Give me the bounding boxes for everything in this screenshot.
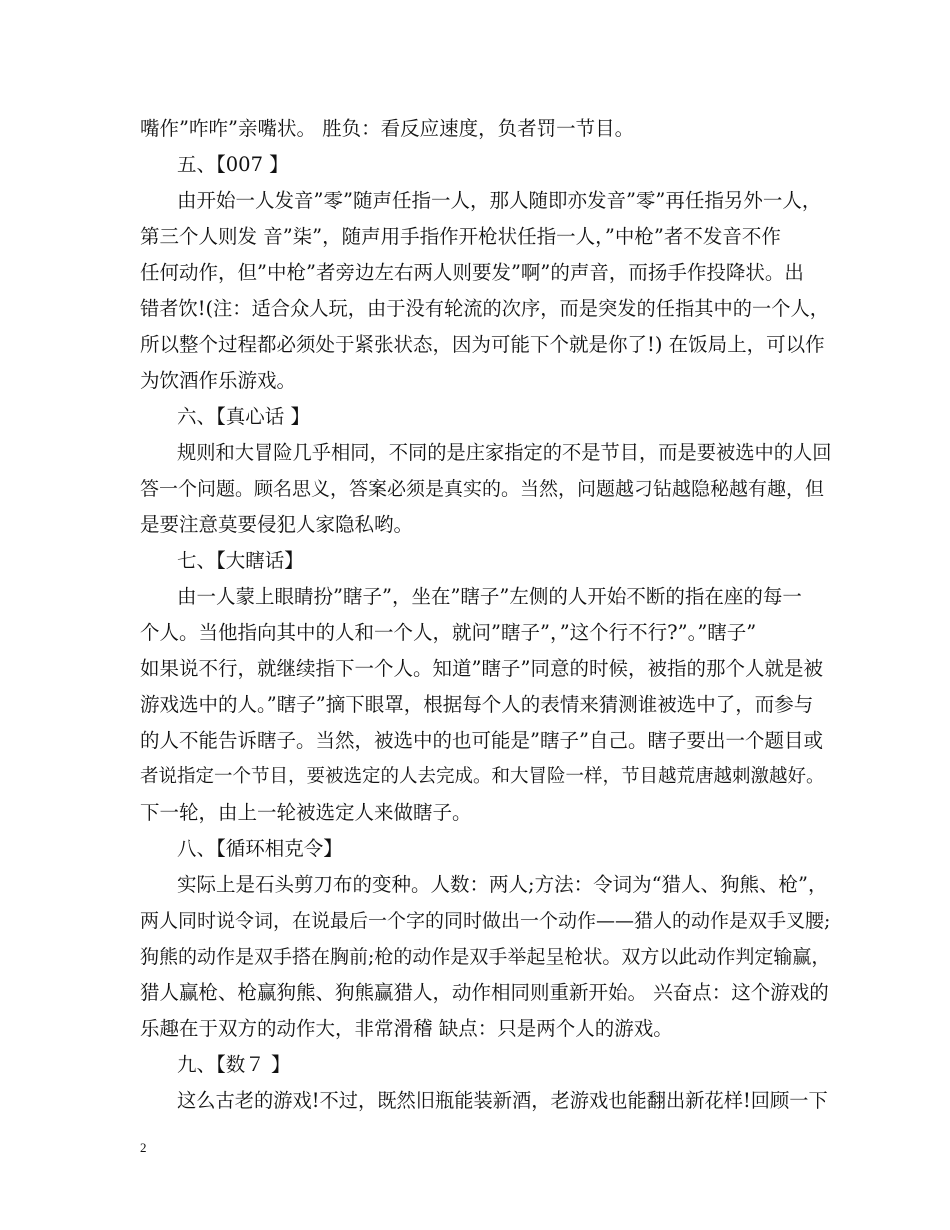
section-heading: 九、【数７ 】 [177, 1053, 291, 1076]
text-line: 乐趣在于双方的动作大，非常滑稽 缺点：只是两个人的游戏。 [140, 1017, 673, 1040]
text-line: 下一轮，由上一轮被选定人来做瞎子。 [140, 801, 472, 824]
text-line: 两人同时说令词，在说最后一个字的同时做出一个动作——猎人的动作是双手叉腰; [140, 910, 831, 932]
section-heading: 七、【大瞎话】 [177, 549, 304, 572]
section-heading: 六、【真心话 】 [177, 405, 310, 428]
page-number: 2 [140, 1140, 147, 1155]
text-line: 这么古老的游戏!不过，既然旧瓶能装新酒，老游戏也能翻出新花样!回顾一下 [177, 1089, 828, 1112]
text-line: 规则和大冒险几乎相同，不同的是庄家指定的不是节目，而是要被选中的人回 [177, 441, 832, 464]
text-line: 所以整个过程都必须处于紧张状态，因为可能下个就是你了!) 在饭局上，可以作 [140, 333, 825, 356]
text-line: 答一个问题。顾名思义，答案必须是真实的。当然，问题越刁钻越隐秘越有趣，但 [140, 478, 825, 500]
text-line: 嘴作”咋咋”亲嘴状。 胜负：看反应速度，负者罚一节目。 [140, 117, 635, 140]
text-line: 个人。当他指向其中的人和一个人，就问”瞎子”，”这个行不行?”。”瞎子” [140, 621, 757, 644]
text-line: 第三个人则发 音”柒”，随声用手指作开枪状任指一人，”中枪”者不发音不作 [140, 225, 781, 248]
section-heading: 五、【007 】 [177, 153, 289, 176]
text-line: 的人不能告诉瞎子。当然，被选中的也可能是”瞎子”自己。瞎子要出一个题目或 [140, 729, 823, 752]
text-line: 实际上是石头剪刀布的变种。人数：两人;方法：令词为“猎人、狗熊、枪”， [177, 873, 828, 896]
text-line: 游戏选中的人。”瞎子”摘下眼罩，根据每个人的表情来猜测谁被选中了，而参与 [140, 693, 814, 716]
text-line: 猎人赢枪、枪赢狗熊、狗熊赢猎人，动作相同则重新开始。 兴奋点：这个游戏的 [140, 981, 829, 1004]
text-line: 任何动作，但”中枪”者旁边左右两人则要发”啊”的声音，而扬手作投降状。出 [140, 261, 804, 284]
text-line: 如果说不行，就继续指下一个人。知道”瞎子”同意的时候，被指的那个人就是被 [140, 657, 823, 680]
text-line: 由一人蒙上眼睛扮”瞎子”，坐在”瞎子”左侧的人开始不断的指在座的每一 [177, 585, 802, 608]
text-line: 者说指定一个节目，要被选定的人去完成。和大冒险一样，节目越荒唐越刺激越好。 [140, 766, 825, 787]
section-heading: 八、【循环相克令】 [177, 837, 343, 860]
text-line: 错者饮!(注：适合众人玩，由于没有轮流的次序，而是突发的任指其中的一个人， [140, 297, 829, 320]
text-line: 是要注意莫要侵犯人家隐私哟。 [140, 513, 414, 536]
text-line: 为饮酒作乐游戏。 [140, 369, 297, 392]
text-line: 狗熊的动作是双手搭在胸前;枪的动作是双手举起呈枪状。双方以此动作判定输赢， [140, 946, 831, 968]
text-line: 由开始一人发音”零”随声任指一人，那人随即亦发音”零”再任指另外一人， [177, 189, 822, 212]
